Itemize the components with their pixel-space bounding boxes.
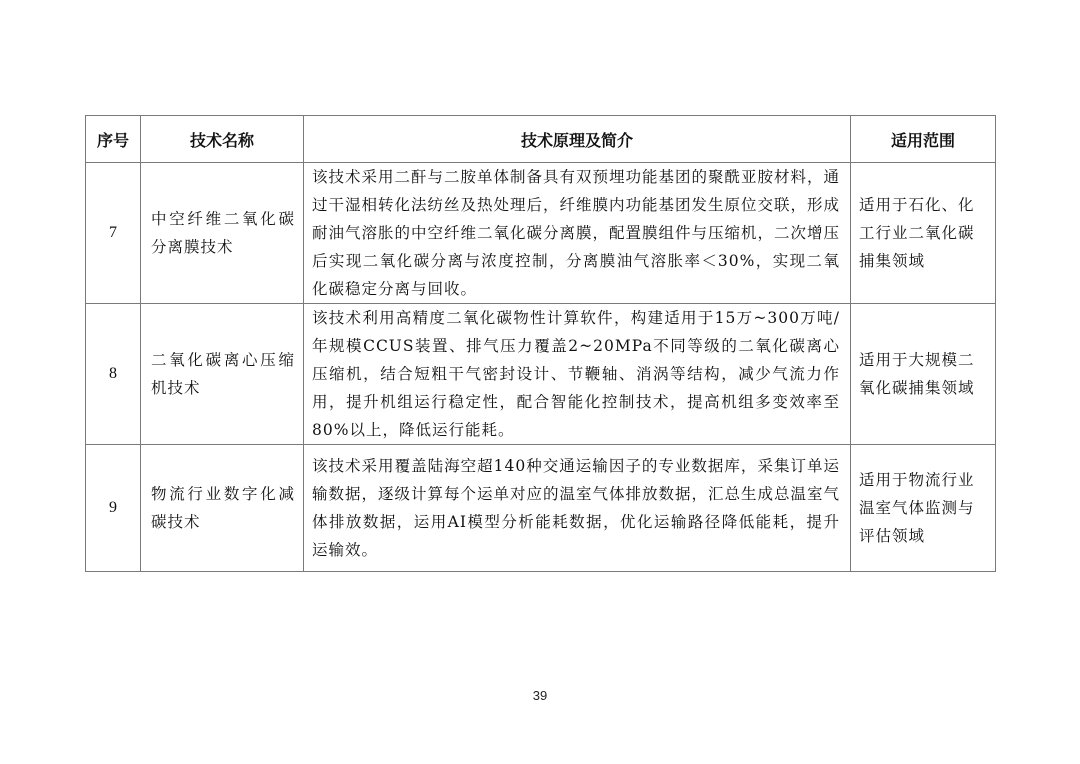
header-scope: 适用范围 xyxy=(851,116,996,163)
table-header-row xyxy=(86,116,996,163)
technology-description: 该技术采用覆盖陆海空超140种交通运输因子的专业数据库，采集订单运输数据，逐级计算每个运单对应的温室气体排放数据，汇总生成总温室气体排放数据，运用AI模型分析能耗数据，优化运输路径降低能耗，提升运输效。 xyxy=(304,445,851,572)
row-number: 8 xyxy=(86,304,141,445)
table-row xyxy=(86,163,996,304)
application-scope: 适用于石化、化工行业二氧化碳捕集领域 xyxy=(851,163,996,304)
table-row xyxy=(86,445,996,572)
application-scope: 适用于大规模二氧化碳捕集领域 xyxy=(851,304,996,445)
technology-name: 中空纤维二氧化碳分离膜技术 xyxy=(141,163,304,304)
header-num: 序号 xyxy=(86,116,141,163)
header-desc: 技术原理及简介 xyxy=(304,116,851,163)
technology-name: 物流行业数字化减碳技术 xyxy=(141,445,304,572)
page-number: 39 xyxy=(532,688,548,703)
technology-description: 该技术采用二酐与二胺单体制备具有双预埋功能基团的聚酰亚胺材料，通过干湿相转化法纺丝及热处理后，纤维膜内功能基团发生原位交联，形成耐油气溶胀的中空纤维二氧化碳分离膜，配置膜组件与压缩机，二次增压后实现二氧化碳分离与浓度控制，分离膜油气溶胀率＜30%，实现二氧化碳稳定分离与回收。 xyxy=(304,163,851,304)
header-name: 技术名称 xyxy=(141,116,304,163)
row-number: 9 xyxy=(86,445,141,572)
row-number: 7 xyxy=(86,163,141,304)
technology-table xyxy=(85,115,996,572)
technology-name: 二氧化碳离心压缩机技术 xyxy=(141,304,304,445)
table-row xyxy=(86,304,996,445)
technology-description: 该技术利用高精度二氧化碳物性计算软件，构建适用于15万~300万吨/年规模CCUS装置、排气压力覆盖2~20MPa不同等级的二氧化碳离心压缩机，结合短粗干气密封设计、节鞭轴、消涡等结构，减少气流力作用，提升机组运行稳定性，配合智能化控制技术，提高机组多变效率至80%以上，降低运行能耗。 xyxy=(304,304,851,445)
application-scope: 适用于物流行业温室气体监测与评估领域 xyxy=(851,445,996,572)
